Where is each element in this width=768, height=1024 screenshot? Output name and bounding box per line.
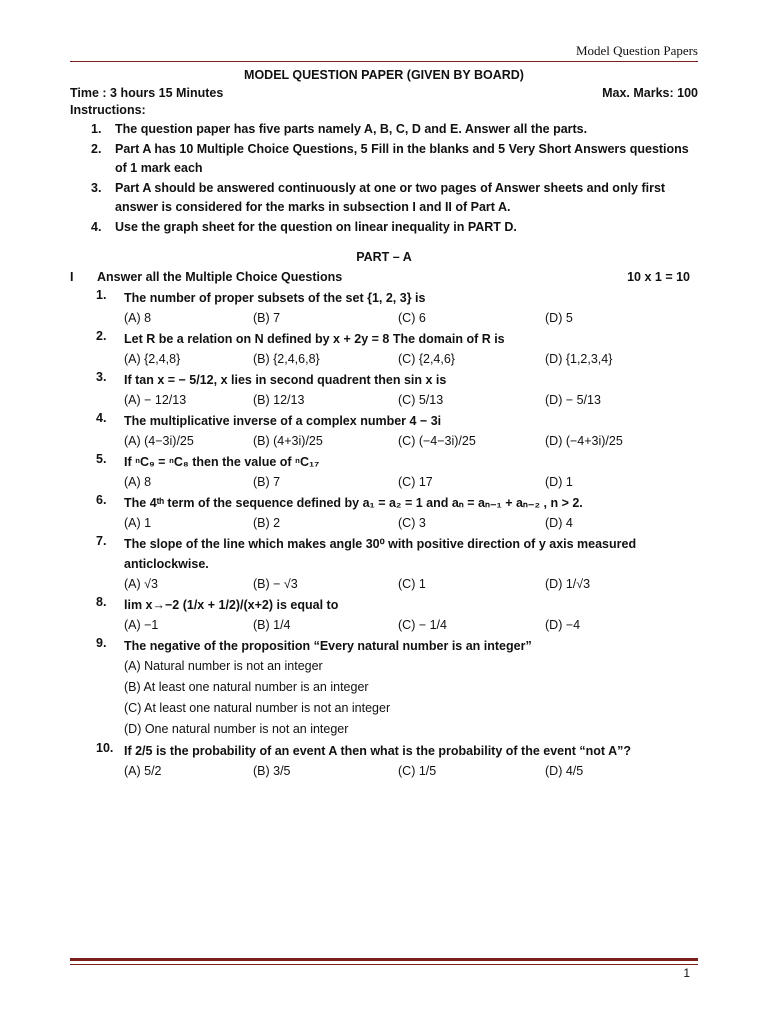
question-text: If ⁿC₉ = ⁿC₈ then the value of ⁿC₁₇ bbox=[124, 455, 320, 469]
part-heading: PART – A bbox=[356, 250, 412, 264]
option-b: (B) − √3 bbox=[253, 577, 298, 591]
footer-rule-thick bbox=[70, 958, 698, 961]
option-b: (B) (4+3i)/25 bbox=[253, 434, 323, 448]
question-text: lim x→−2 (1/x + 1/2)/(x+2) is equal to bbox=[124, 598, 339, 612]
option-b: (B) 7 bbox=[253, 475, 281, 489]
footer-rule-thin bbox=[70, 964, 698, 965]
option-c: (C) 1/5 bbox=[398, 764, 437, 778]
instruction-item: 1. The question paper has five parts namely A, B, C, D and E. Answer all the parts. bbox=[91, 122, 588, 136]
options bbox=[124, 431, 698, 451]
question-5: 5. If ⁿC₉ = ⁿC₈ then the value of ⁿC₁₇ (A) 8 (B) 7 (C) 17 (D) 1 bbox=[70, 452, 698, 492]
header-rule bbox=[70, 61, 698, 62]
question-7: 7. The slope of the line which makes angle 30⁰ with positive direction of y axis measured anticlockwise. (A) √3 (B) − √3 (C) 1 (D) 1/√3 bbox=[70, 534, 698, 594]
options bbox=[124, 615, 698, 635]
options bbox=[124, 513, 698, 533]
section-heading bbox=[70, 270, 698, 284]
option-b: (B) At least one natural number is an integer bbox=[124, 680, 369, 694]
question-text: Let R be a relation on N defined by x + 2y = 8 The domain of R is bbox=[124, 332, 505, 346]
option-a: (A) 5/2 bbox=[124, 764, 162, 778]
option-c: (C) (−4−3i)/25 bbox=[398, 434, 476, 448]
instructions-heading: Instructions: bbox=[70, 103, 146, 117]
option-c: (C) 3 bbox=[398, 516, 426, 530]
question-9: 9. The negative of the proposition “Every natural number is an integer” (A) Natural number is not an integer (B) At least one natural number is an integer (C) At least one natural number is not an integer (D) One natural number is not an integer bbox=[70, 636, 698, 740]
option-a: (A) Natural number is not an integer bbox=[124, 659, 323, 673]
options bbox=[124, 761, 698, 781]
option-a: (A) − 12/13 bbox=[124, 393, 187, 407]
question-3: 3. If tan x = − 5/12, x lies in second quadrent then sin x is (A) − 12/13 (B) 12/13 (C) 5/13 (D) − 5/13 bbox=[70, 370, 698, 410]
paper-title: MODEL QUESTION PAPER (GIVEN BY BOARD) bbox=[244, 68, 524, 82]
max-marks: Max. Marks: 100 bbox=[602, 86, 698, 100]
option-a: (A) {2,4,8} bbox=[124, 352, 181, 366]
instruction-item: 2. Part A has 10 Multiple Choice Questions, 5 Fill in the blanks and 5 Very Short Answers questions of 1 mark each bbox=[91, 142, 689, 175]
question-text: The negative of the proposition “Every natural number is an integer” bbox=[124, 639, 532, 653]
option-b: (B) 1/4 bbox=[253, 618, 291, 632]
section-text: Answer all the Multiple Choice Questions bbox=[97, 270, 343, 284]
option-a: (A) 8 bbox=[124, 475, 152, 489]
option-d: (D) 5 bbox=[545, 311, 573, 325]
option-a: (A) −1 bbox=[124, 618, 159, 632]
options bbox=[124, 308, 698, 328]
question-6: 6. The 4ᵗʰ term of the sequence defined by a₁ = a₂ = 1 and aₙ = aₙ₋₁ + aₙ₋₂ , n > 2. (A) 1 (B) 2 (C) 3 (D) 4 bbox=[70, 493, 698, 533]
option-d: (D) 1/√3 bbox=[545, 577, 591, 591]
option-a: (A) (4−3i)/25 bbox=[124, 434, 194, 448]
question-text: If tan x = − 5/12, x lies in second quadrent then sin x is bbox=[124, 373, 447, 387]
question-10: 10. If 2/5 is the probability of an event A then what is the probability of the event “not A”? (A) 5/2 (B) 3/5 (C) 1/5 (D) 4/5 bbox=[70, 741, 698, 781]
question-2: 2. Let R be a relation on N defined by x + 2y = 8 The domain of R is (A) {2,4,8} (B) {2,4,6,8} (C) {2,4,6} (D) {1,2,3,4} bbox=[70, 329, 698, 369]
option-c: (C) 6 bbox=[398, 311, 426, 325]
question-text: The slope of the line which makes angle 30⁰ with positive direction of y axis measured anticlockwise. bbox=[124, 537, 637, 571]
option-d: (D) 4 bbox=[545, 516, 573, 530]
instruction-item: 4. Use the graph sheet for the question on linear inequality in PART D. bbox=[91, 220, 517, 234]
option-d: (D) One natural number is not an integer bbox=[124, 722, 349, 736]
option-c: (C) 1 bbox=[398, 577, 426, 591]
option-b: (B) 3/5 bbox=[253, 764, 291, 778]
time-allowed: Time : 3 hours 15 Minutes bbox=[70, 86, 224, 100]
option-b: (B) 12/13 bbox=[253, 393, 305, 407]
option-d: (D) 1 bbox=[545, 475, 573, 489]
page-number: 1 bbox=[683, 966, 690, 980]
option-a: (A) 8 bbox=[124, 311, 152, 325]
option-c: (C) {2,4,6} bbox=[398, 352, 455, 366]
option-d: (D) −4 bbox=[545, 618, 581, 632]
question-4: 4. The multiplicative inverse of a complex number 4 − 3i (A) (4−3i)/25 (B) (4+3i)/25 (C) (−4−3i)/25 (D) (−4+3i)/25 bbox=[70, 411, 698, 451]
question-8: 8. lim x→−2 (1/x + 1/2)/(x+2) is equal to (A) −1 (B) 1/4 (C) − 1/4 (D) −4 bbox=[70, 595, 698, 635]
option-a: (A) 1 bbox=[124, 516, 152, 530]
instruction-item: 3. Part A should be answered continuously at one or two pages of Answer sheets and only first answer is considered for the marks in subsection I and II of Part A. bbox=[91, 181, 666, 214]
option-c: (C) − 1/4 bbox=[398, 618, 447, 632]
option-list bbox=[124, 656, 698, 740]
running-header: Model Question Papers bbox=[575, 43, 698, 58]
option-d: (D) − 5/13 bbox=[545, 393, 601, 407]
option-c: (C) 5/13 bbox=[398, 393, 444, 407]
instructions-list bbox=[70, 120, 698, 237]
option-b: (B) 2 bbox=[253, 516, 281, 530]
options bbox=[124, 349, 698, 369]
option-a: (A) √3 bbox=[124, 577, 158, 591]
option-d: (D) {1,2,3,4} bbox=[545, 352, 613, 366]
option-b: (B) 7 bbox=[253, 311, 281, 325]
options bbox=[124, 390, 698, 410]
option-c: (C) 17 bbox=[398, 475, 433, 489]
time-marks-row bbox=[70, 86, 698, 100]
section-roman: I bbox=[70, 270, 74, 284]
question-text: The 4ᵗʰ term of the sequence defined by a₁ = a₂ = 1 and aₙ = aₙ₋₁ + aₙ₋₂ , n > 2. bbox=[124, 496, 583, 510]
question-text: The number of proper subsets of the set {1, 2, 3} is bbox=[124, 291, 426, 305]
question-1: 1. The number of proper subsets of the set {1, 2, 3} is (A) 8 (B) 7 (C) 6 (D) 5 bbox=[70, 288, 698, 328]
question-text: The multiplicative inverse of a complex number 4 − 3i bbox=[124, 414, 442, 428]
options bbox=[124, 574, 698, 594]
option-c: (C) At least one natural number is not an integer bbox=[124, 701, 391, 715]
option-b: (B) {2,4,6,8} bbox=[253, 352, 320, 366]
option-d: (D) (−4+3i)/25 bbox=[545, 434, 623, 448]
question-paper bbox=[70, 68, 698, 782]
section-marks: 10 x 1 = 10 bbox=[627, 270, 690, 284]
option-d: (D) 4/5 bbox=[545, 764, 584, 778]
options bbox=[124, 472, 698, 492]
question-text: If 2/5 is the probability of an event A then what is the probability of the event “not A”? bbox=[124, 744, 631, 758]
